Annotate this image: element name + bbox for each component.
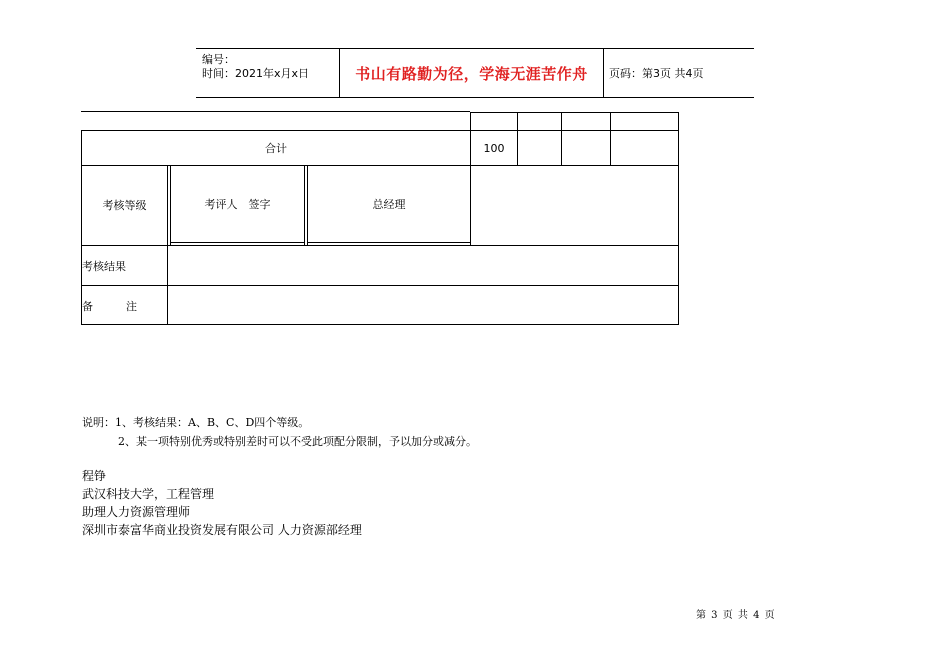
remark-label-cell [82, 298, 167, 314]
reviewer-cell [171, 166, 304, 242]
col-divider [561, 112, 562, 165]
profile-name: 程铮 [82, 469, 107, 483]
page-info-text: 页码：第3页 共4页 [609, 67, 704, 80]
time-label: 时间：2021年x月x日 [202, 67, 310, 80]
inner-border [307, 242, 470, 243]
col-divider [304, 165, 305, 245]
header-motto [339, 49, 604, 97]
total-value: 100 [483, 141, 505, 155]
note-line-2: 2、某一项特别优秀或特别差时可以不受此项配分限制，予以加分或减分。 [118, 435, 477, 448]
grade-label-cell [82, 166, 167, 244]
table-bottom-border [81, 324, 679, 325]
reviewer-label: 考评人 签字 [204, 198, 271, 211]
table-right-border [678, 112, 679, 325]
profile-title: 助理人力资源管理师 [82, 505, 191, 519]
total-label-cell [82, 131, 470, 165]
remark-label: 备 注 [82, 300, 137, 313]
total-value-cell [471, 131, 517, 165]
grade-label: 考核等级 [102, 199, 147, 212]
header-meta [196, 49, 339, 97]
gm-cell [308, 166, 470, 242]
col-divider [470, 165, 471, 245]
note-line-1: 说明：1、考核结果：A、B、C、D四个等级。 [82, 416, 310, 429]
divider-line [81, 111, 470, 112]
col-divider [517, 112, 518, 165]
total-label: 合计 [265, 142, 287, 155]
gm-label: 总经理 [372, 198, 406, 211]
page-header [196, 48, 754, 98]
profile-company: 深圳市泰富华商业投资发展有限公司 人力资源部经理 [82, 523, 362, 537]
number-label: 编号： [202, 53, 235, 66]
header-page-info [603, 49, 754, 97]
result-label: 考核结果 [82, 260, 126, 273]
col-divider [610, 112, 611, 165]
result-label-cell [82, 258, 167, 274]
row-border [81, 245, 679, 246]
motto-text: 书山有路勤为径，学海无涯苦作舟 [355, 64, 588, 83]
table-top-border [470, 112, 679, 113]
page-footer: 第 3 页 共 4 页 [696, 610, 776, 621]
col-divider [167, 165, 168, 245]
row-border [81, 285, 679, 286]
inner-border [170, 242, 304, 243]
profile-school: 武汉科技大学，工程管理 [82, 487, 215, 501]
